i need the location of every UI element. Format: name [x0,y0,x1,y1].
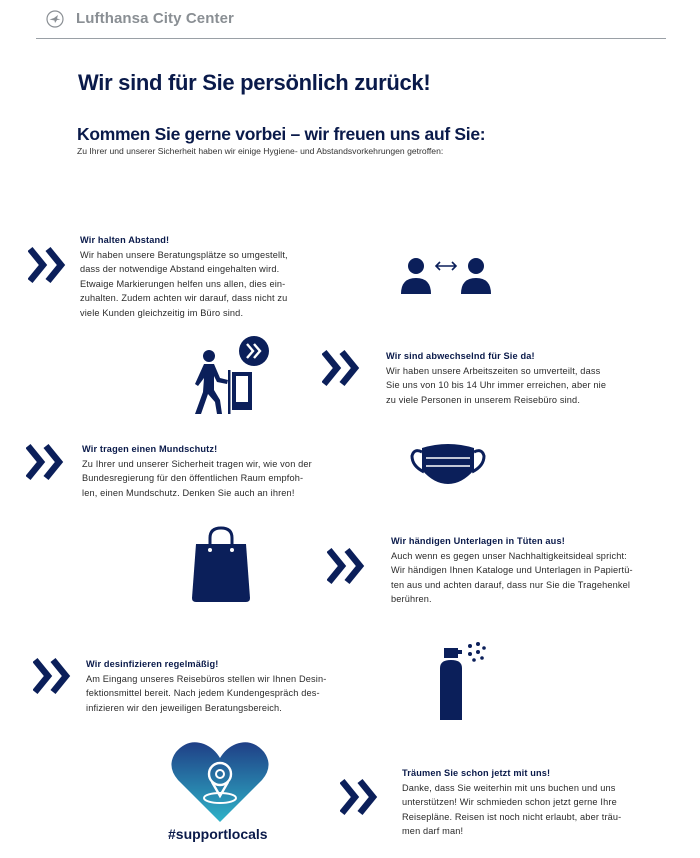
section-title: Wir desinfizieren regelmäßig! [86,659,219,669]
section-distance [80,233,360,321]
page-header [36,0,666,39]
section-mask [82,442,372,500]
section-dream [402,766,682,839]
chevron-double-right-icon [322,349,362,387]
section-title: Wir sind abwechselnd für Sie da! [386,351,535,361]
section-title: Wir händigen Unterlagen in Tüten aus! [391,536,565,546]
spray-bottle-icon [434,640,490,722]
crane-logo-icon[interactable] [46,10,64,28]
section-body: Auch wenn es gegen unser Nachhaltigkeitsideal spricht: Wir händigen Ihnen Kataloge und Unterlagen in Papiertü- ten aus und achten darauf, dass nur Sie die Tragehenkel berühren. [391,550,633,605]
chevron-double-right-icon [33,657,73,695]
chevron-double-right-icon [28,246,68,284]
hashtag-text: #supportlocals [168,826,268,842]
heart-location-icon [170,740,270,824]
section-bags [391,534,681,607]
section-title: Wir tragen einen Mundschutz! [82,444,218,454]
section-shifts [386,349,666,407]
chevron-double-right-icon [327,547,367,585]
page-title: Wir sind für Sie persönlich zurück! [78,70,431,95]
section-disinfect [86,657,376,715]
section-body: Wir haben unsere Arbeitszeiten so umverteilt, dass Sie uns von 10 bis 14 Uhr immer erreichen, aber nie zu viele Personen in unserem Reisebüro sind. [386,365,607,405]
section-body: Wir haben unsere Beratungsplätze so umgestellt, dass der notwendige Abstand eingehalten wird. Etwaige Markierungen helfen uns allen, dies ein- zuhalten. Zudem achten wir darauf, dass nicht zu viele Kunden gleichzeitig im Büro sind. [80,249,288,318]
shopping-bag-icon [190,524,252,604]
chevron-double-right-icon [340,778,380,816]
social-distance-icon [400,256,492,296]
section-title: Wir halten Abstand! [80,235,170,245]
section-body: Zu Ihrer und unserer Sicherheit tragen wir, wie von der Bundesregierung für den öffentlichen Raum empfoh- len, einen Mundschutz. Denken Sie auch an ihren! [82,458,312,498]
face-mask-icon [408,438,488,488]
page-subtitle: Kommen Sie gerne vorbei – wir freuen uns auf Sie: [77,124,486,144]
section-title: Träumen Sie schon jetzt mit uns! [402,768,551,778]
intro-text: Zu Ihrer und unserer Sicherheit haben wir einige Hygiene- und Abstandsvorkehrungen getroffen: [77,146,444,156]
chevron-double-right-icon [26,443,66,481]
person-rotation-icon [184,334,272,418]
brand-name[interactable]: Lufthansa City Center [76,10,234,27]
section-body: Am Eingang unseres Reisebüros stellen wir Ihnen Desin- fektionsmittel bereit. Nach jedem Kundengespräch des- infizieren wir den jeweiligen Beratungsbereich. [86,673,327,713]
section-body: Danke, dass Sie weiterhin mit uns buchen und uns unterstützen! Wir schmieden schon jetzt gerne Ihre Reisepläne. Reisen ist noch nicht erlaubt, aber träu- men darf man! [402,782,622,837]
